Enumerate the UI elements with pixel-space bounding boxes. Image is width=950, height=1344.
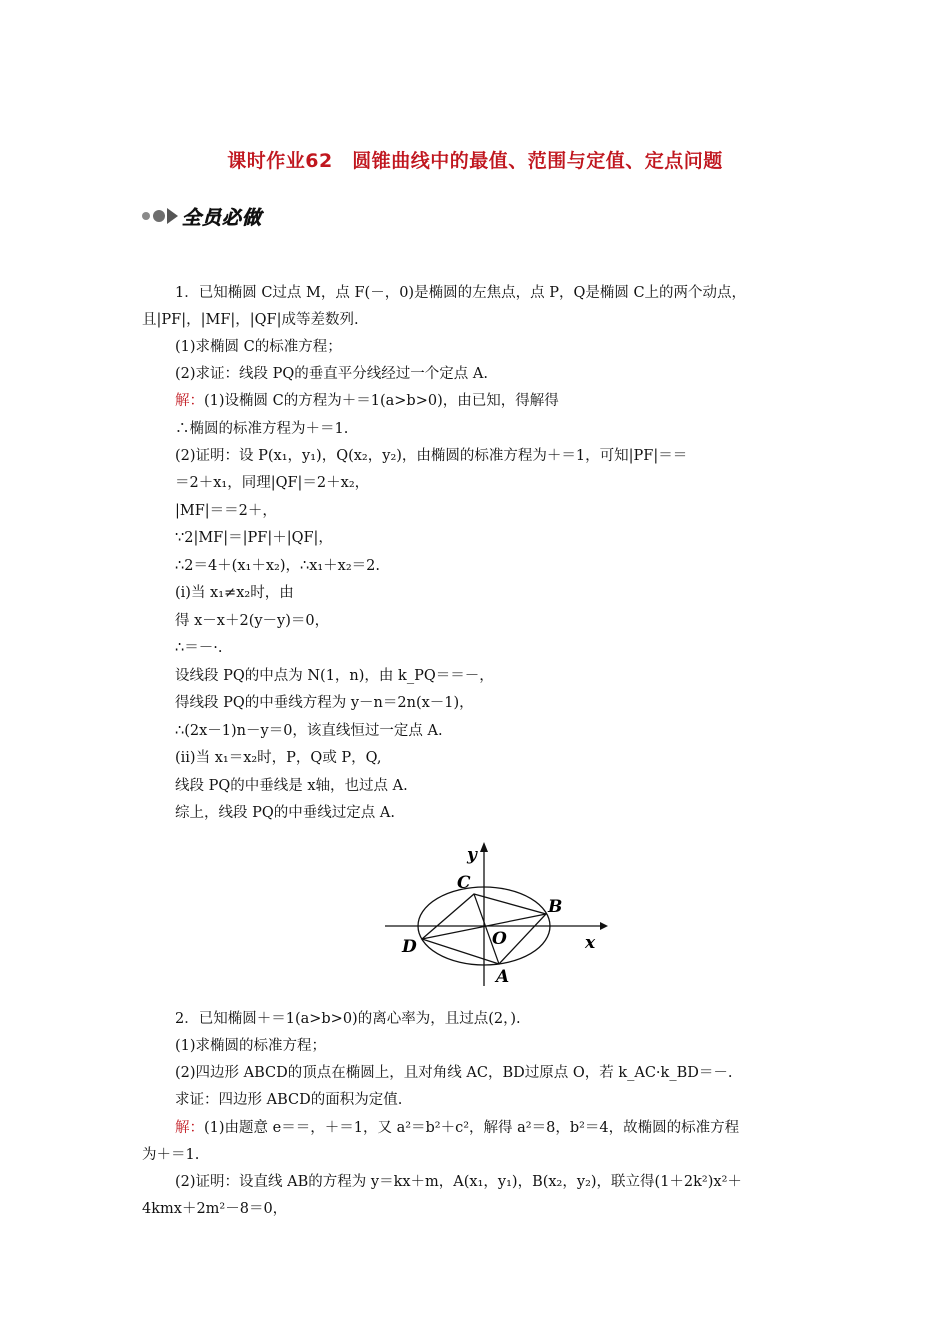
solution-line: (ⅰ)当 x₁≠x₂时，由 xyxy=(175,585,294,601)
label-a: A xyxy=(496,967,510,987)
solution-line: ∴2＝4＋(x₁＋x₂)，∴x₁＋x₂＝2. xyxy=(175,558,381,574)
solution-label: 解： xyxy=(175,393,204,409)
bullet-dot-icon xyxy=(142,212,150,220)
solution-line: 得线段 PQ的中垂线方程为 y－n＝2n(x－1)， xyxy=(175,695,474,711)
problem2-line: (1)求椭圆的标准方程； xyxy=(175,1038,327,1054)
solution-line: 设线段 PQ的中点为 N(1，n)，由 k_PQ＝＝－， xyxy=(175,668,494,684)
section-header xyxy=(142,202,262,230)
problem1-line: 1．已知椭圆 C过点 M，点 F(－，0)是椭圆的左焦点，点 P，Q是椭圆 C上的两个动点， xyxy=(175,285,747,301)
solution-line: (ⅱ)当 x₁＝x₂时，P，Q或 P，Q, xyxy=(175,750,382,766)
solution-text: (1)由题意 e＝＝，＋＝1，又 a²＝b²＋c²，解得 a²＝8，b²＝4，故椭圆的标准方程 xyxy=(204,1120,740,1136)
solution-line: ∴＝－·. xyxy=(175,640,223,656)
solution-line: 为＋＝1. xyxy=(142,1147,200,1163)
solution-text: (1)设椭圆 C的方程为＋＝1(a>b>0)，由已知，得解得 xyxy=(204,393,559,409)
solution-line: 线段 PQ的中垂线是 x轴，也过点 A. xyxy=(175,778,408,794)
label-c: C xyxy=(457,873,471,893)
label-b: B xyxy=(548,897,563,917)
solution-line: ∵2|MF|＝|PF|＋|QF|， xyxy=(175,530,333,546)
solution-label: 解： xyxy=(175,1120,204,1136)
problem2-line: (2)四边形 ABCD的顶点在椭圆上，且对角线 AC，BD过原点 O，若 k_AC·k_BD＝－. xyxy=(175,1065,733,1081)
problem1-line: (1)求椭圆 C的标准方程； xyxy=(175,339,342,355)
solution-line: 4kmx＋2m²－8＝0， xyxy=(142,1201,288,1217)
label-y: y xyxy=(467,845,477,865)
solution-line: ∴椭圆的标准方程为＋＝1. xyxy=(175,421,349,437)
y-axis-arrow-icon xyxy=(480,842,488,852)
solution-line: (2)证明：设直线 AB的方程为 y＝kx＋m，A(x₁，y₁)，B(x₂，y₂)，联立得(1＋2k²)x²＋ xyxy=(175,1174,742,1190)
problem2-line: 求证：四边形 ABCD的面积为定值. xyxy=(175,1092,403,1108)
solution-line: ∴(2x－1)n－y＝0，该直线恒过一定点 A. xyxy=(175,723,443,739)
section-title: 全员必做 xyxy=(182,206,263,229)
ellipse-figure xyxy=(380,838,610,988)
solution-line xyxy=(175,1119,739,1137)
solution-line: (2)证明：设 P(x₁，y₁)，Q(x₂，y₂)，由椭圆的标准方程为＋＝1，可知|PF|＝＝ xyxy=(175,448,688,464)
x-axis-arrow-icon xyxy=(600,922,608,930)
problem2-line: 2．已知椭圆＋＝1(a>b>0)的离心率为，且过点(2，). xyxy=(175,1011,521,1027)
solution-line xyxy=(175,392,559,410)
bullet-dot-icon xyxy=(153,210,165,222)
solution-line: |MF|＝＝2＋， xyxy=(175,503,277,519)
page-title: 课时作业62 圆锥曲线中的最值、范围与定值、定点问题 xyxy=(227,150,723,172)
problem1-line: (2)求证：线段 PQ的垂直平分线经过一个定点 A. xyxy=(175,366,488,382)
problem1-line: 且|PF|，|MF|，|QF|成等差数列. xyxy=(142,312,359,328)
solution-line: ＝2＋x₁，同理|QF|＝2＋x₂， xyxy=(175,475,370,491)
label-x: x xyxy=(585,933,596,953)
solution-line: 综上，线段 PQ的中垂线过定点 A. xyxy=(175,805,395,821)
solution-line: 得 x－x＋2(y－y)＝0， xyxy=(175,613,330,629)
label-d: D xyxy=(402,937,417,957)
label-o: O xyxy=(492,929,507,949)
arrow-right-icon xyxy=(167,208,178,224)
